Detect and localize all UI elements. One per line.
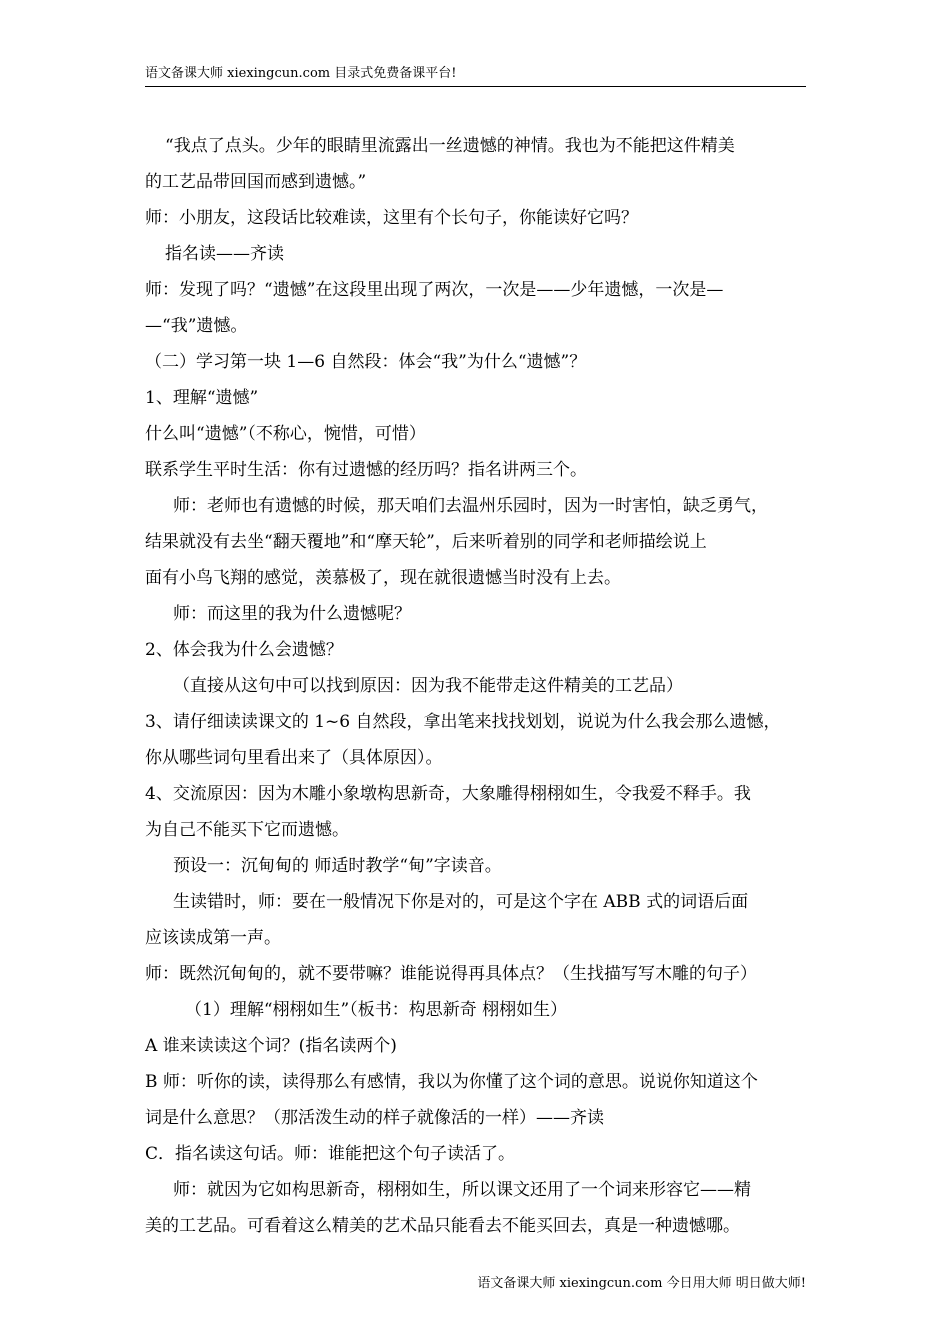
teacher-line: 师：既然沉甸甸的，就不要带嘛？谁能说得再具体点？（生找描写写木雕的句子） [145,964,757,984]
teacher-line: 师：小朋友，这段话比较难读，这里有个长句子，你能读好它吗？ [145,208,638,228]
step-heading: 2、体会我为什么会遗憾？ [145,640,343,660]
activity-line: 联系学生平时生活：你有过遗憾的经历吗？指名讲两三个。 [145,460,587,480]
correction-paragraph [145,884,809,956]
text-line: 结果就没有去坐“翻天覆地”和“摩天轮”，后来听着别的同学和老师描绘说上 [145,532,707,552]
text-line: 的工艺品带回国而感到遗憾。” [145,172,367,192]
text-line: 4、交流原因：因为木雕小象墩构思新奇，大象雕得栩栩如生，令我爱不释手。我 [145,784,751,804]
text-line: 面有小鸟飞翔的感觉，羡慕极了，现在就很遗憾当时没有上去。 [145,568,621,588]
document-body [145,128,809,1244]
page-footer: 语文备课大师 xiexingcun.com 今日用大师 明日做大师! [477,1276,806,1291]
step-paragraph [145,776,809,848]
text-line: 为自己不能买下它而遗憾。 [145,820,349,840]
text-line: 师：就因为它如构思新奇，栩栩如生，所以课文还用了一个词来形容它——精 [173,1180,751,1200]
text-line: 生读错时，师：要在一般情况下你是对的，可是这个字在 ABB 式的词语后面 [173,892,749,912]
teacher-question: 师：而这里的我为什么遗憾呢？ [173,604,411,624]
quote-paragraph [145,128,809,200]
text-line: 词是什么意思？（那活泼生动的样子就像活的一样）——齐读 [145,1108,604,1128]
section-heading: （二）学习第一块 1—6 自然段：体会“我”为什么“遗憾”？ [145,352,587,372]
item-b [145,1064,809,1136]
text-line: —“我”遗憾。 [145,316,248,336]
step-heading: 1、理解“遗憾” [145,388,259,408]
preset-line: 预设一：沉甸甸的 师适时教学“甸”字读音。 [173,856,502,876]
text-line: B 师：听你的读，读得那么有感情，我以为你懂了这个词的意思。说说你知道这个 [145,1072,758,1092]
item-a: A 谁来读读这个词？(指名读两个) [145,1036,397,1056]
text-line: 师：老师也有遗憾的时候，那天咱们去温州乐园时，因为一时害怕，缺乏勇气， [173,496,768,516]
teacher-paragraph [145,272,809,344]
text-line: “我点了点头。少年的眼睛里流露出一丝遗憾的神情。我也为不能把这件精美 [165,136,735,156]
text-line: 你从哪些词句里看出来了（具体原因）。 [145,748,443,768]
text-line: 3、请仔细读读课文的 1~6 自然段，拿出笔来找找划划，说说为什么我会那么遗憾， [145,712,781,732]
text-line: 应该读成第一声。 [145,928,281,948]
definition-line: 什么叫“遗憾”（不称心，惋惜，可惜） [145,424,426,444]
text-line: 师：发现了吗？“遗憾”在这段里出现了两次，一次是——少年遗憾，一次是— [145,280,724,300]
page-header: 语文备课大师 xiexingcun.com 目录式免费备课平台! [145,62,806,87]
closing-paragraph [145,1172,809,1244]
teacher-story-paragraph [145,488,809,596]
note-line: （直接从这句中可以找到原因：因为我不能带走这件精美的工艺品） [173,676,683,696]
item-c: C．指名读这句话。师：谁能把这个句子读活了。 [145,1144,516,1164]
reading-instruction: 指名读——齐读 [165,244,284,264]
text-line: 美的工艺品。可看着这么精美的艺术品只能看去不能买回去，真是一种遗憾哪。 [145,1216,740,1236]
sub-heading: （1）理解“栩栩如生”（板书：构思新奇 栩栩如生） [185,1000,568,1020]
step-paragraph [145,704,809,776]
